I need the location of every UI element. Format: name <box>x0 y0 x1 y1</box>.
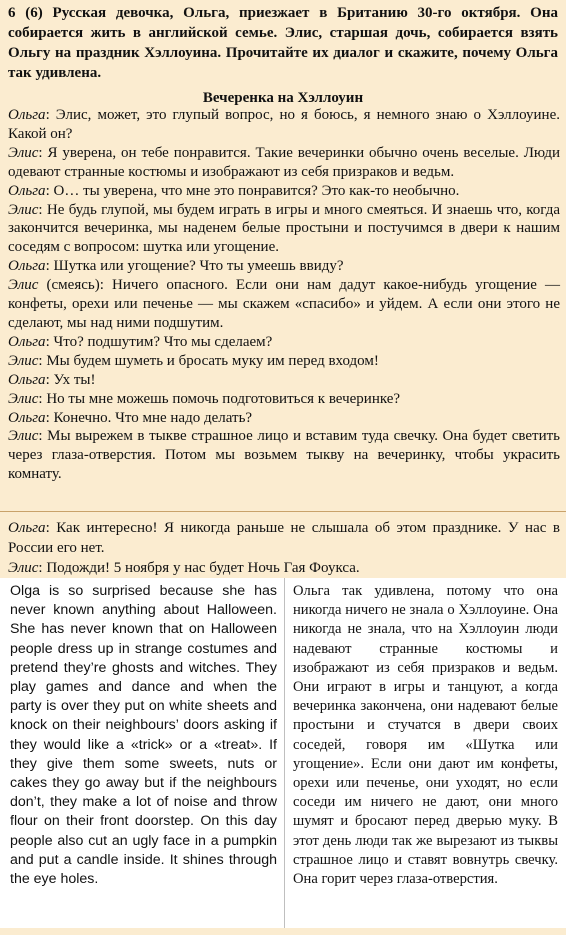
dialog-line <box>8 257 560 276</box>
dialog-text: : Подожди! 5 ноября у нас будет Ночь Гая Фоукса. <box>38 560 360 576</box>
speaker-name: Ольга <box>8 333 46 350</box>
dialog-text: : Но ты мне можешь помочь подготовиться к вечеринке? <box>38 390 401 407</box>
speaker-name: Ольга <box>8 258 46 275</box>
speaker-name: Элис <box>8 144 39 161</box>
speaker-name: Ольга <box>8 107 46 123</box>
dialog-line <box>8 390 560 409</box>
dialog-text: : Не будь глупой, мы будем играть в игры и много смеяться. И знаешь что, когда закончится вечеринка, мы наденем белые простыни и постучимся в двери к нашим соседям с вопросом: шутка или угощение. <box>8 201 560 256</box>
dialog-continued <box>8 518 560 578</box>
dialog-line <box>8 427 560 484</box>
dialog-line <box>8 371 560 390</box>
dialog-text: : Конечно. Что мне надо делать? <box>45 409 253 426</box>
speaker-name: Элис <box>8 277 39 294</box>
speaker-name: Элис <box>8 390 39 407</box>
speaker-name: Элис <box>8 428 39 445</box>
task-text: 6 (6) Русская девочка, Ольга, приезжает в Британию 30-го октября. Она собирается жить в английской семье. Элис, старшая дочь, собирается взять Ольгу на праздник Хэллоуина. Прочитайте их диалог и скажите, почему Ольга так удивлена. <box>8 5 558 81</box>
answer-russian: Ольга так удивлена, потому что она никогда ничего не знала о Хэллоуине. Она никогда не знала, что на Хэллоуин люди надевают странные костюмы и изображают из себя призраков и ведьм. Они играют в игры и танцуют, а когда вечеринка закончена, они надевают белые простыни и стучатся в двери своих соседей, говоря им «Шутка или угощение». Если они дают им конфеты, орехи или печенье, они уходят, но если соседи им ничего не дают, они много шумят и бросают перед дверью муку. В этот день люди так же вырезают из тыквы страшное лицо и ставят вовнутрь свечку. Она горит через глаза-отверстия. <box>285 578 566 928</box>
dialog-line <box>8 201 560 258</box>
dialog-line <box>8 144 560 182</box>
dialog-title: Вечеренка на Хэллоуин <box>202 90 364 106</box>
bottom-margin <box>0 928 566 935</box>
dialog-text: : Я уверена, он тебе понравится. Такие вечеринки обычно очень веселые. Люди одевают странные костюмы и изображают из себя призраков и ведьм. <box>8 144 560 180</box>
dialog-line <box>8 518 560 558</box>
dialog-line <box>8 333 560 352</box>
dialog-line <box>8 182 560 201</box>
speaker-name: Ольга <box>8 409 46 426</box>
dialog-line <box>8 409 560 428</box>
dialog-text: : Ух ты! <box>45 371 96 388</box>
dialog-text: : Мы будем шуметь и бросать муку им перед входом! <box>38 352 379 369</box>
dialog-line <box>8 276 560 333</box>
speaker-name: Ольга <box>8 182 46 199</box>
dialog-line <box>8 352 560 371</box>
dialog-line <box>8 106 560 144</box>
dialog-text: (смеясь): Ничего опасного. Если они нам дадут какое-нибудь угощение — конфеты, орехи или печенье — мы скажем «спасибо» и уйдем. А если они этого не сделают, мы над ними подшутим. <box>8 277 560 331</box>
speaker-name: Элис <box>8 201 39 218</box>
speaker-name: Ольга <box>8 371 46 388</box>
dialog-text: : О… ты уверена, что мне это понравится? Это как-то необычно. <box>45 182 460 199</box>
dialog-text: : Шутка или угощение? Что ты умеешь ввиду? <box>45 258 344 275</box>
speaker-name: Элис <box>8 352 39 369</box>
section-divider <box>0 511 566 512</box>
dialog-text: : Что? подшутим? Что мы сделаем? <box>45 333 273 350</box>
speaker-name: Ольга <box>8 520 46 536</box>
speaker-name: Элис <box>8 560 39 576</box>
dialog-line <box>8 558 560 578</box>
answer-english: Olga is so surprised because she has never known anything about Halloween. She has never known that on Halloween people dress up in strange costumes and pretend they’re ghosts and witches. They play games and dance and when the party is over they put on white sheets and knock on their neighbours’ doors asking if they would like a «trick» or a «treat». If they give them some sweets, nuts or cakes they go away but if the neighbours don’t, they make a lot of noise and throw flour on their front doorstep. On this day people also cut an ugly face in a pumpkin and put a candle inside. It shines through the eye holes. <box>0 578 285 928</box>
dialog <box>8 106 560 484</box>
dialog-text: : Элис, может, это глупый вопрос, но я боюсь, я немного знаю о Хэллоуине. Какой он? <box>8 107 560 142</box>
dialog-text: : Мы вырежем в тыкве страшное лицо и вставим туда свечку. Она будет светить через глаза-отверстия. Потом мы возьмем тыкву на вечеринку, чтобы украсить комнату. <box>8 428 560 483</box>
dialog-text: : Как интересно! Я никогда раньше не слышала об этом празднике. У нас в России его нет. <box>8 520 560 556</box>
